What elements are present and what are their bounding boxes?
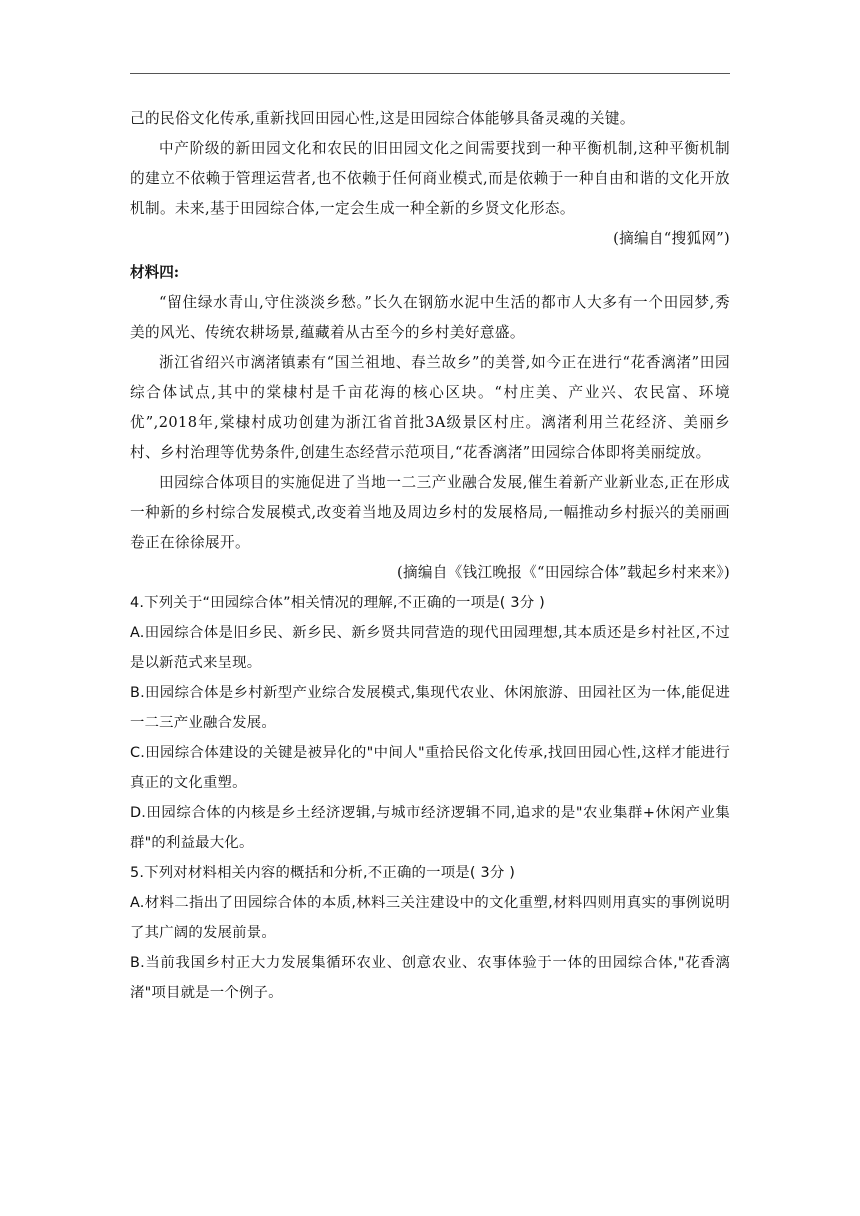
source-citation-material4: (摘编自《钱江晚报《“田园综合体”载起乡村来来》) (397, 564, 730, 581)
material4-paragraph-3: 田园综合体项目的实施促进了当地一二三产业融合发展,催生着新产业新业态,正在形成一种新的乡村综合发展模式,改变着当地及周边乡村的发展格局,一幅推动乡村振兴的美丽画卷正在徐徐展开。 (130, 474, 730, 551)
header-rule (130, 73, 730, 74)
material4-paragraph-1: “留住绿水青山,守住淡淡乡愁。”长久在钢筋水泥中生活的都市人大多有一个田园梦,秀美的风光、传统农耕场景,蕴藏着从古至今的乡村美好意盛。 (130, 294, 730, 341)
question-4-option-b: B.田园综合体是乡村新型产业综合发展模式,集现代农业、休闲旅游、田园社区为一体,能促进一二三产业融合发展。 (130, 685, 730, 731)
question-5-option-b: B.当前我国乡村正大力发展集循环农业、创意农业、农事体验于一体的田园综合体,"花香漓渚"项目就是一个例子。 (130, 955, 730, 1001)
material4-heading: 材料四: (130, 264, 180, 281)
question-5-option-a: A.材料二指出了田园综合体的本质,林料三关注建设中的文化重塑,材料四则用真实的事例说明了其广阔的发展前景。 (130, 895, 730, 941)
question-5-stem: 5.下列对材料相关内容的概括和分析,不正确的一项是( 3分 ) (130, 865, 516, 881)
source-citation-material3: (摘编自“搜狐网”) (613, 230, 730, 247)
page-content (130, 104, 730, 1008)
paragraph-continuation: 己的民俗文化传承,重新找回田园心性,这是田园综合体能够具备灵魂的关键。 (130, 110, 635, 127)
question-4-stem: 4.下列关于“田园综合体”相关情况的理解,不正确的一项是( 3分 ) (130, 595, 545, 611)
material4-paragraph-2: 浙江省绍兴市漓渚镇素有“国兰祖地、春兰故乡”的美誉,如今正在进行“花香漓渚”田园综合体试点,其中的棠棣村是千亩花海的核心区块。“村庄美、产业兴、农民富、环境优”,2018年,棠棣村成功创建为浙江省首批3A级景区村庄。漓渚利用兰花经济、美丽乡村、乡村治理等优势条件,创建生态经营示范项目,“花香漓渚”田园综合体即将美丽绽放。 (130, 354, 730, 461)
paragraph-balance-mechanism: 中产阶级的新田园文化和农民的旧田园文化之间需要找到一种平衡机制,这种平衡机制的建立不依赖于管理运营者,也不依赖于任何商业模式,而是依赖于一种自由和谐的文化开放机制。未来,基于田园综合体,一定会生成一种全新的乡贤文化形态。 (130, 140, 730, 217)
question-4-option-c: C.田园综合体建设的关键是被异化的"中间人"重拾民俗文化传承,找回田园心性,这样才能进行真正的文化重塑。 (130, 745, 730, 791)
question-4-option-d: D.田园综合体的内核是乡土经济逻辑,与城市经济逻辑不同,追求的是"农业集群+休闲产业集群"的利益最大化。 (130, 805, 730, 851)
question-4-option-a: A.田园综合体是旧乡民、新乡民、新乡贤共同营造的现代田园理想,其本质还是乡村社区,不过是以新范式来呈现。 (130, 625, 730, 671)
